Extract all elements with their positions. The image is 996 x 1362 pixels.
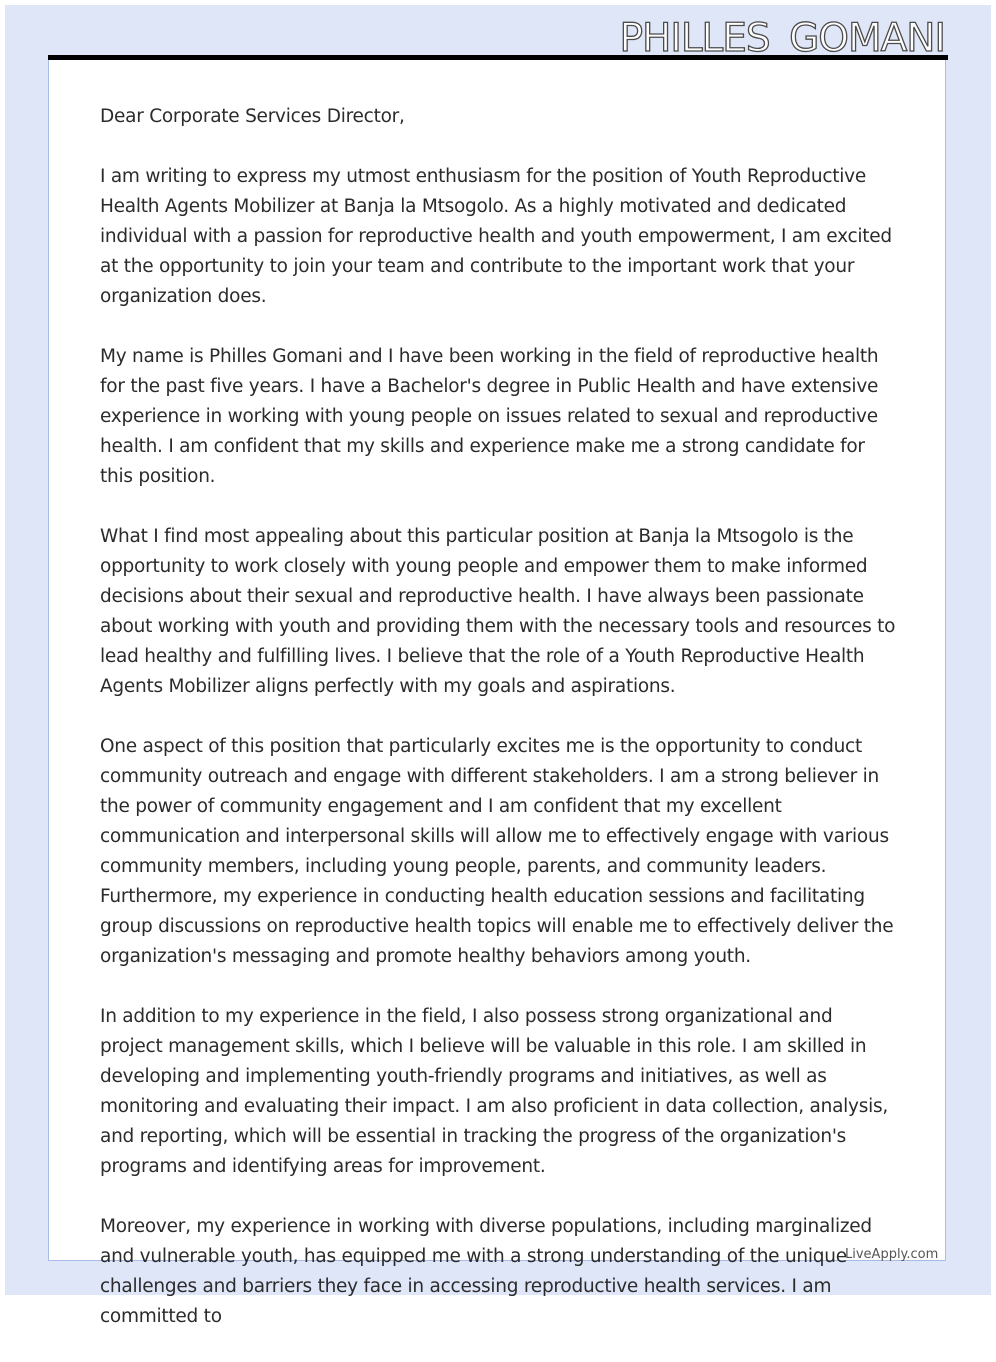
cover-letter-body xyxy=(100,102,900,1362)
letter-paragraph: One aspect of this position that particularly excites me is the opportunity to conduct community outreach and engage with different stakeholders. I am a strong believer in the power of community engagement and I am confident that my excellent communication and interpersonal skills will allow me to effectively engage with various community members, including young people, parents, and community leaders. Furthermore, my experience in conducting health education sessions and facilitating group discussions on reproductive health topics will enable me to effectively deliver the organization's messaging and promote healthy behaviors among youth. xyxy=(100,736,894,967)
letter-paragraph: My name is Philles Gomani and I have been working in the field of reproductive health for the past five years. I have a Bachelor's degree in Public Health and have extensive experience in working with young people on issues related to sexual and reproductive health. I am confident that my skills and experience make me a strong candidate for this position. xyxy=(100,346,879,487)
watermark-link[interactable]: LiveApply.com xyxy=(845,1247,939,1262)
page-background xyxy=(5,5,991,1327)
letter-paragraph: In addition to my experience in the field, I also possess strong organizational and project management skills, which I believe will be valuable in this role. I am skilled in developing and implementing youth-friendly programs and initiatives, as well as monitoring and evaluating their impact. I am also proficient in data collection, analysis, and reporting, which will be essential in tracking the progress of the organization's programs and identifying areas for improvement. xyxy=(100,1006,889,1177)
letter-paragraph: Moreover, my experience in working with diverse populations, including marginalized and vulnerable youth, has equipped me with a strong understanding of the unique challenges and barriers they face in accessing reproductive health services. I am committed to xyxy=(100,1216,872,1327)
letter-paragraph: I am writing to express my utmost enthusiasm for the position of Youth Reproductive Health Agents Mobilizer at Banja la Mtsogolo. As a highly motivated and dedicated individual with a passion for reproductive health and youth empowerment, I am excited at the opportunity to join your team and contribute to the important work that your organization does. xyxy=(100,166,892,307)
letter-paragraph: What I find most appealing about this particular position at Banja la Mtsogolo is the opportunity to work closely with young people and empower them to make informed decisions about their sexual and reproductive health. I have always been passionate about working with youth and providing them with the necessary tools and resources to lead healthy and fulfilling lives. I believe that the role of a Youth Reproductive Health Agents Mobilizer aligns perfectly with my goals and aspirations. xyxy=(100,526,896,697)
applicant-name-header: PHILLES GOMANI xyxy=(619,16,945,61)
letter-salutation: Dear Corporate Services Director, xyxy=(100,106,405,127)
